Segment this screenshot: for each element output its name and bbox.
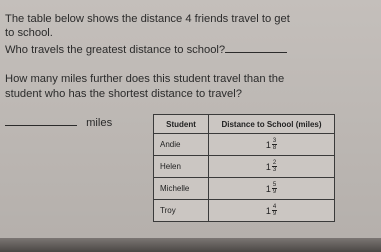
mixed-number [266, 204, 277, 217]
numerator: 4 [272, 204, 277, 210]
photo-shadow [0, 238, 381, 252]
distance-value [209, 200, 335, 222]
distance-value [209, 156, 335, 178]
student-name: Andie [154, 134, 209, 156]
denominator: 3 [272, 167, 277, 173]
numerator: 3 [272, 138, 277, 144]
student-name: Michelle [154, 178, 209, 200]
intro-line-1: The table below shows the distance 4 friends travel to get [5, 13, 290, 25]
numerator: 5 [272, 182, 277, 188]
header-distance: Distance to School (miles) [209, 115, 335, 134]
table-row [154, 178, 335, 200]
whole-part: 1 [265, 161, 271, 172]
miles-label: miles [86, 117, 113, 129]
question-2-line-1: How many miles further does this student travel than the [5, 73, 285, 85]
mixed-number [266, 182, 277, 195]
answer-blank-2[interactable] [5, 115, 77, 126]
table-row [154, 156, 335, 178]
distance-table [153, 114, 335, 222]
header-student: Student [154, 115, 209, 134]
answer-blank-1[interactable] [225, 42, 287, 53]
mixed-number [266, 160, 277, 173]
answer-line-2 [5, 115, 112, 130]
mixed-number [266, 138, 277, 151]
table-row [154, 200, 335, 222]
intro-line-2: to school. [5, 27, 53, 39]
question-1 [5, 42, 287, 57]
student-name: Troy [154, 200, 209, 222]
question-1-text: Who travels the greatest distance to school? [5, 44, 226, 56]
whole-part: 1 [265, 183, 271, 194]
denominator: 9 [272, 211, 277, 217]
table-row [154, 134, 335, 156]
student-name: Helen [154, 156, 209, 178]
whole-part: 1 [265, 139, 271, 150]
distance-value [209, 178, 335, 200]
denominator: 9 [272, 189, 277, 195]
numerator: 2 [272, 160, 277, 166]
denominator: 8 [272, 145, 277, 151]
question-2-line-2: student who has the shortest distance to travel? [5, 88, 242, 100]
distance-value [209, 134, 335, 156]
table-header-row [154, 115, 335, 134]
whole-part: 1 [265, 205, 271, 216]
